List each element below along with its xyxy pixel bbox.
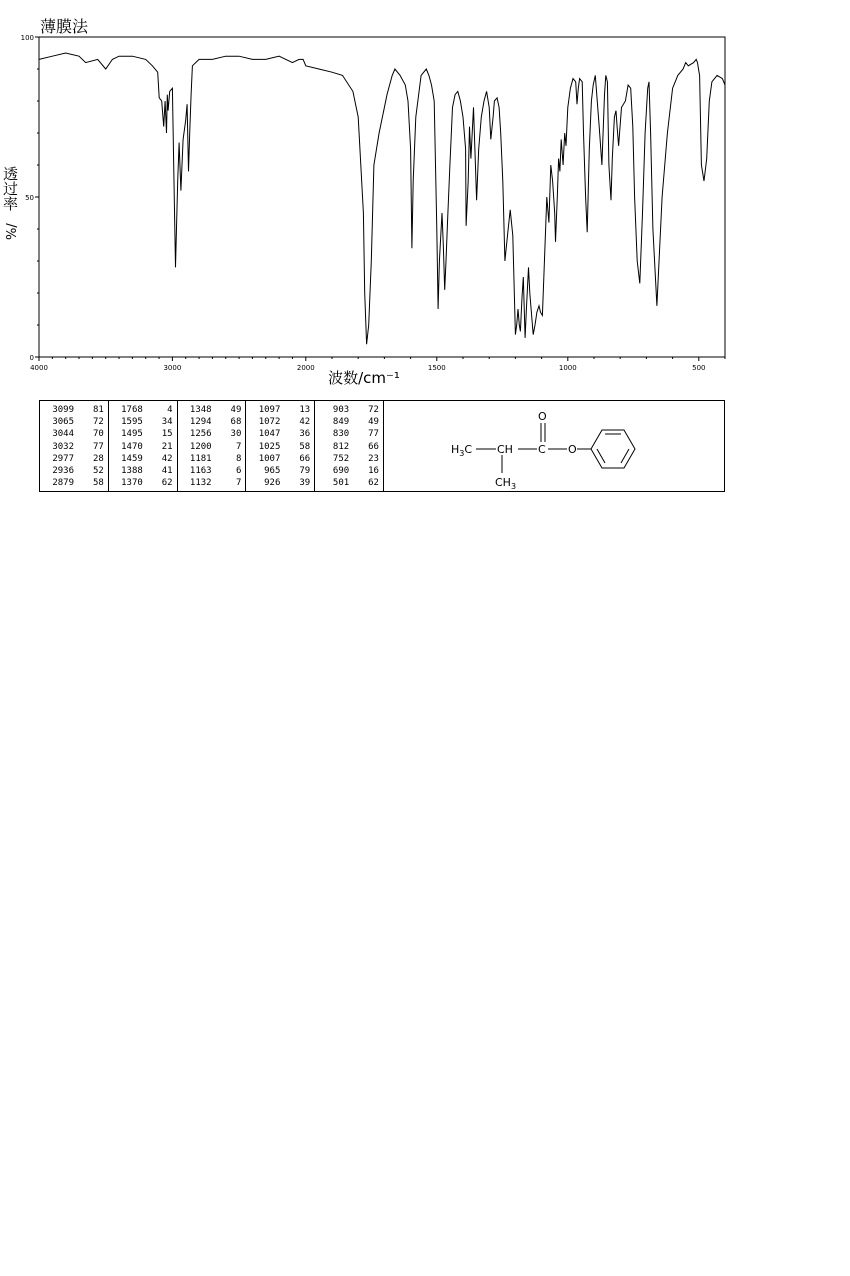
peak-wavenumber: 1388 — [121, 466, 143, 477]
peak-row — [44, 428, 104, 440]
peak-wavenumber: 849 — [332, 417, 350, 428]
peak-wavenumber: 3099 — [52, 405, 74, 415]
peak-transmittance: 72 — [92, 417, 104, 428]
peak-wavenumber: 1370 — [121, 478, 143, 489]
peak-row — [250, 404, 310, 416]
peak-transmittance: 16 — [368, 466, 379, 477]
peak-column — [178, 401, 247, 491]
x-tick-label: 2000 — [296, 364, 315, 372]
peak-transmittance: 77 — [368, 429, 379, 440]
peak-transmittance: 79 — [299, 466, 311, 477]
peak-wavenumber: 1072 — [258, 417, 281, 428]
peak-row — [182, 477, 242, 489]
peak-transmittance: 6 — [235, 466, 242, 477]
peak-row — [319, 416, 379, 428]
peak-wavenumber: 1495 — [121, 429, 143, 440]
y-ticks — [21, 34, 39, 362]
peak-row — [113, 416, 173, 428]
peak-wavenumber: 1459 — [121, 453, 143, 464]
x-tick-label: 1000 — [558, 364, 577, 372]
x-tick-label: 3000 — [163, 364, 182, 372]
peak-wavenumber: 1163 — [189, 466, 212, 477]
atom-o-ester: O — [567, 443, 577, 456]
peak-wavenumber: 501 — [332, 478, 350, 489]
peak-wavenumber: 2936 — [52, 466, 74, 477]
peak-transmittance: 42 — [161, 453, 173, 464]
peak-row — [250, 477, 310, 489]
peak-transmittance: 7 — [235, 478, 242, 489]
peak-row — [113, 404, 173, 416]
peak-transmittance: 77 — [92, 441, 104, 452]
peak-row — [44, 477, 104, 489]
y-axis-label: 透过率 — [1, 166, 19, 211]
peak-wavenumber: 830 — [332, 429, 350, 440]
peak-transmittance: 42 — [299, 417, 311, 428]
x-tick-label: 4000 — [30, 364, 48, 372]
peak-transmittance: 52 — [92, 466, 104, 477]
peak-transmittance: 62 — [368, 478, 379, 489]
peak-transmittance: 30 — [230, 429, 242, 440]
peak-transmittance: 41 — [161, 466, 173, 477]
method-label: 薄膜法 — [40, 17, 89, 36]
peak-table — [39, 400, 725, 492]
peak-wavenumber: 1470 — [121, 441, 143, 452]
peak-transmittance: 72 — [368, 405, 379, 415]
y-tick-label: 50 — [25, 194, 34, 202]
peak-transmittance: 34 — [161, 417, 173, 428]
peak-wavenumber: 1097 — [258, 405, 281, 415]
peak-wavenumber: 1007 — [258, 453, 281, 464]
phenyl-ring — [591, 430, 635, 468]
peak-transmittance: 7 — [235, 441, 242, 452]
peak-transmittance: 68 — [230, 417, 242, 428]
peak-row — [44, 441, 104, 453]
peak-wavenumber: 926 — [264, 478, 281, 489]
x-tick-label: 500 — [692, 364, 706, 372]
peak-wavenumber: 3044 — [52, 429, 74, 440]
peak-wavenumber: 1132 — [189, 478, 212, 489]
peak-wavenumber: 1256 — [189, 429, 212, 440]
y-tick-label: 0 — [29, 354, 34, 362]
peak-row — [182, 465, 242, 477]
spectrum-line — [39, 53, 725, 344]
atom-c: C — [537, 443, 546, 456]
peak-wavenumber: 1181 — [189, 453, 212, 464]
peak-transmittance: 8 — [235, 453, 242, 464]
peak-row — [44, 404, 104, 416]
peak-transmittance: 70 — [92, 429, 104, 440]
peak-column — [315, 401, 384, 491]
peak-transmittance: 49 — [230, 405, 242, 415]
atom-o-carbonyl: O — [537, 410, 547, 423]
peak-transmittance: 36 — [299, 429, 311, 440]
molecule-structure — [384, 401, 724, 491]
peak-transmittance: 39 — [299, 478, 311, 489]
peak-row — [182, 404, 242, 416]
y-axis-unit: %/ — [5, 223, 20, 240]
y-tick-label: 100 — [20, 34, 34, 42]
peak-transmittance: 81 — [92, 405, 104, 415]
peak-transmittance: 49 — [368, 417, 379, 428]
peak-wavenumber: 812 — [332, 441, 350, 452]
peak-row — [319, 404, 379, 416]
peak-row — [182, 416, 242, 428]
plot-frame — [39, 37, 725, 357]
peak-row — [250, 465, 310, 477]
peak-wavenumber: 1025 — [258, 441, 281, 452]
peak-transmittance: 21 — [161, 441, 173, 452]
peak-row — [319, 465, 379, 477]
peak-wavenumber: 1768 — [121, 405, 143, 415]
ir-spectrum-chart — [0, 0, 850, 395]
peak-row — [182, 428, 242, 440]
atom-h3c: $H_3C$ — [450, 443, 473, 458]
peak-row — [44, 416, 104, 428]
peak-row — [250, 416, 310, 428]
peak-row — [250, 453, 310, 465]
peak-row — [250, 428, 310, 440]
peak-transmittance: 58 — [92, 478, 104, 489]
peak-row — [319, 453, 379, 465]
peak-wavenumber: 903 — [332, 405, 350, 415]
peak-row — [44, 465, 104, 477]
peak-transmittance: 4 — [167, 405, 173, 415]
x-tick-label: 1500 — [427, 364, 446, 372]
peak-row — [182, 441, 242, 453]
peak-wavenumber: 1294 — [189, 417, 212, 428]
peak-wavenumber: 3065 — [52, 417, 74, 428]
peak-row — [182, 453, 242, 465]
peak-wavenumber: 1200 — [189, 441, 212, 452]
peak-row — [250, 441, 310, 453]
peak-wavenumber: 965 — [264, 466, 281, 477]
peak-transmittance: 66 — [368, 441, 379, 452]
peak-row — [113, 441, 173, 453]
peak-transmittance: 13 — [299, 405, 311, 415]
peak-column — [40, 401, 109, 491]
peak-row — [113, 465, 173, 477]
peak-row — [44, 453, 104, 465]
peak-transmittance: 15 — [161, 429, 173, 440]
peak-wavenumber: 3032 — [52, 441, 74, 452]
peak-transmittance: 28 — [92, 453, 104, 464]
peak-row — [113, 477, 173, 489]
peak-row — [319, 477, 379, 489]
peak-wavenumber: 2879 — [52, 478, 74, 489]
peak-wavenumber: 690 — [332, 466, 350, 477]
peak-wavenumber: 752 — [332, 453, 350, 464]
peak-transmittance: 58 — [299, 441, 311, 452]
peak-row — [113, 428, 173, 440]
peak-row — [113, 453, 173, 465]
peak-transmittance: 23 — [368, 453, 379, 464]
peak-row — [319, 428, 379, 440]
peak-column — [109, 401, 178, 491]
atom-ch: CH — [496, 443, 513, 456]
peak-wavenumber: 1047 — [258, 429, 281, 440]
x-axis-label: 波数/cm⁻¹ — [328, 369, 400, 387]
peak-wavenumber: 1595 — [121, 417, 143, 428]
peak-wavenumber: 2977 — [52, 453, 74, 464]
peak-transmittance: 66 — [299, 453, 311, 464]
peak-wavenumber: 1348 — [189, 405, 212, 415]
peak-row — [319, 441, 379, 453]
peak-transmittance: 62 — [161, 478, 173, 489]
peak-column — [246, 401, 315, 491]
atom-ch3: $CH_3$ — [494, 476, 517, 491]
